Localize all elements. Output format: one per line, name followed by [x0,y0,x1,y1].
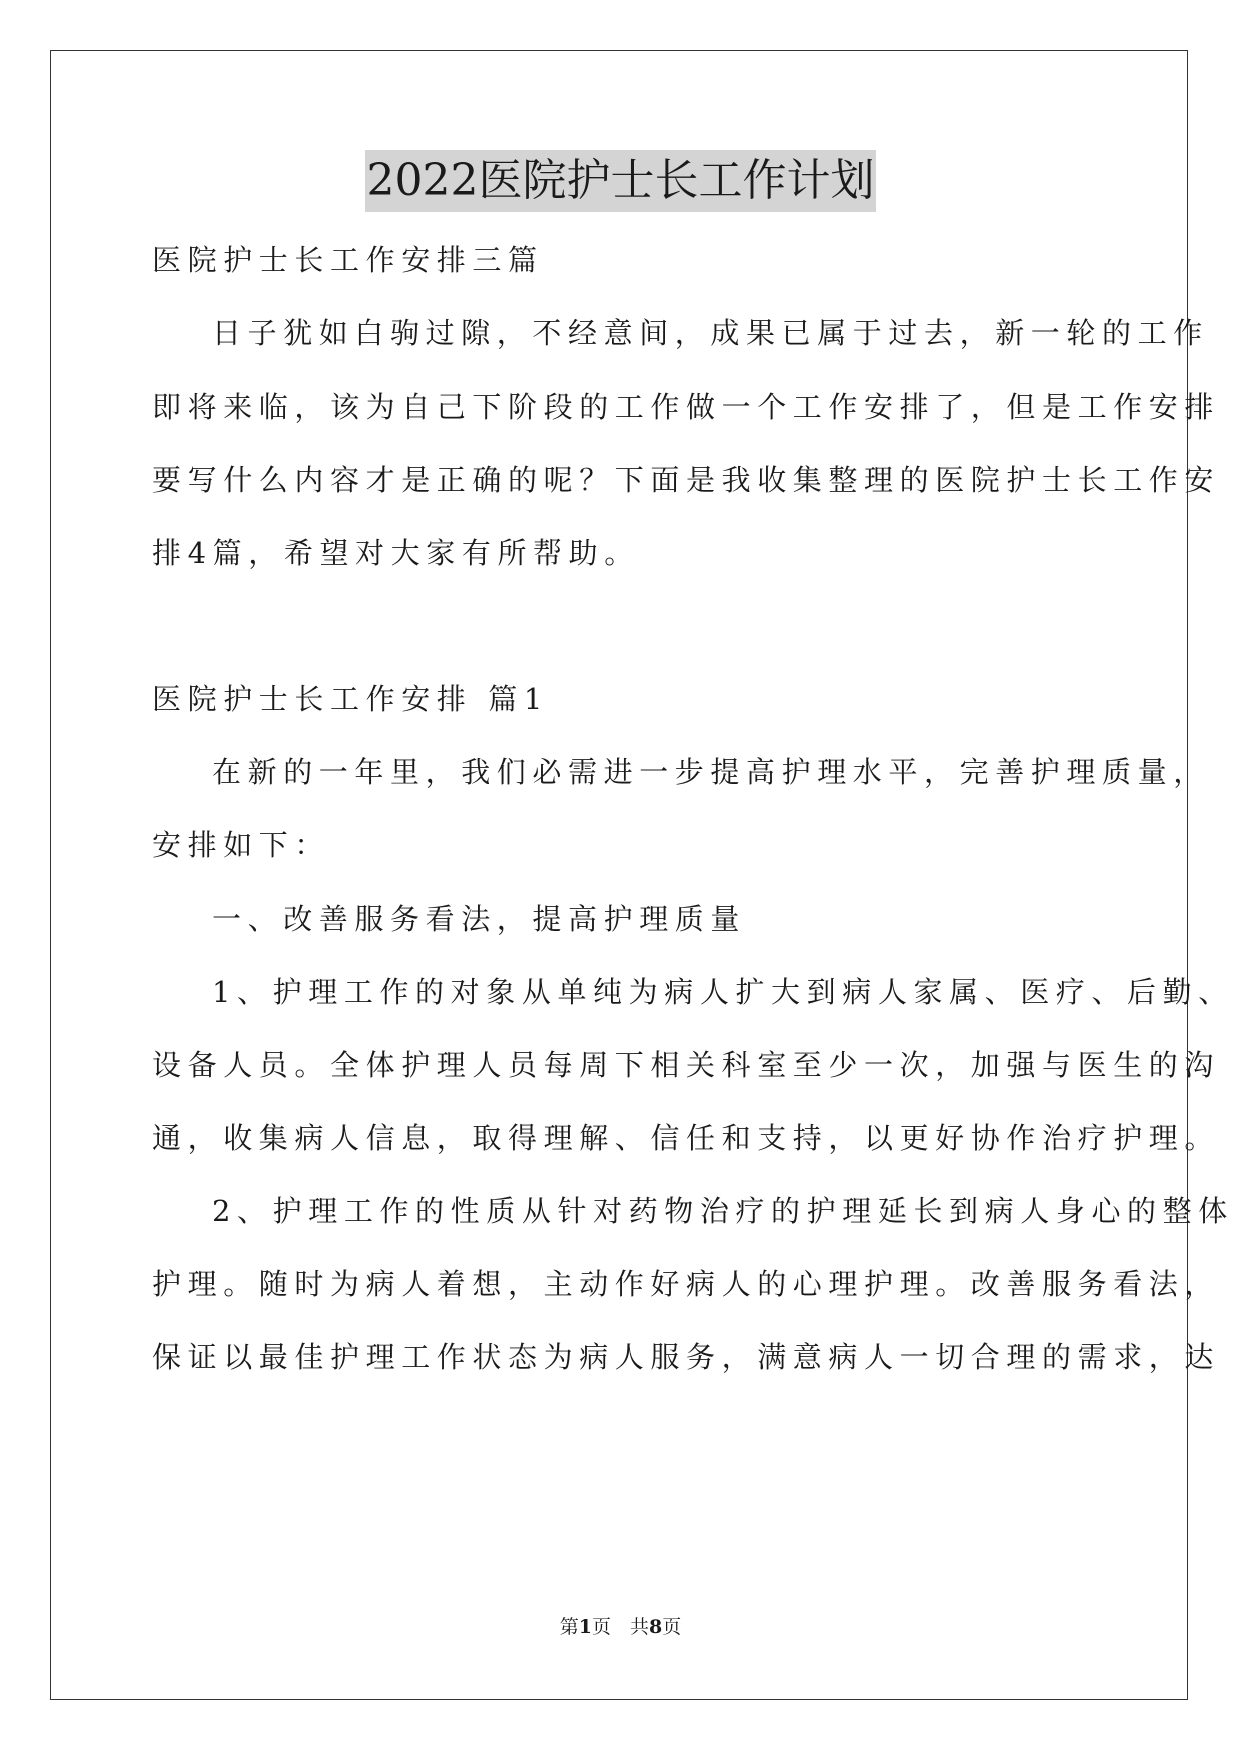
page-footer [0,1614,1241,1640]
paragraph-line: 即将来临，该为自己下阶段的工作做一个工作安排了，但是工作安排 [152,390,1221,424]
document-title: 2022医院护士长工作计划 [365,150,877,212]
footer-page-prefix: 第 [559,1616,579,1638]
paragraph-line: 排4篇，希望对大家有所帮助。 [152,536,640,570]
paragraph-line: 护理。随时为病人着想，主动作好病人的心理护理。改善服务看法， [152,1267,1221,1301]
paragraph-line: 设备人员。全体护理人员每周下相关科室至少一次，加强与医生的沟 [152,1048,1221,1082]
paragraph-line: 安排如下： [152,828,331,862]
page-border [50,50,1188,1700]
subtitle-line: 医院护士长工作安排三篇 [152,243,544,277]
footer-page-current: 1 [578,1616,592,1638]
subsection-heading: 一、改善服务看法，提高护理质量 [212,902,747,936]
paragraph-line: 通，收集病人信息，取得理解、信任和支持，以更好协作治疗护理。 [152,1121,1221,1155]
section-heading: 医院护士长工作安排 篇1 [152,682,549,716]
paragraph-line: 在新的一年里，我们必需进一步提高护理水平，完善护理质量， [212,755,1209,789]
paragraph-line: 1、护理工作的对象从单纯为病人扩大到病人家属、医疗、后勤、 [212,975,1234,1009]
footer-page-total: 8 [649,1616,663,1638]
paragraph-line: 保证以最佳护理工作状态为病人服务，满意病人一切合理的需求，达 [152,1340,1221,1374]
footer-page-suffix: 页 [662,1616,682,1638]
title-container [0,150,1241,212]
paragraph-line: 2、护理工作的性质从针对药物治疗的护理延长到病人身心的整体 [212,1194,1234,1228]
paragraph-line: 日子犹如白驹过隙，不经意间，成果已属于过去，新一轮的工作 [212,316,1209,350]
footer-page-mid: 页 共 [591,1616,649,1638]
paragraph-line: 要写什么内容才是正确的呢？下面是我收集整理的医院护士长工作安 [152,463,1221,497]
